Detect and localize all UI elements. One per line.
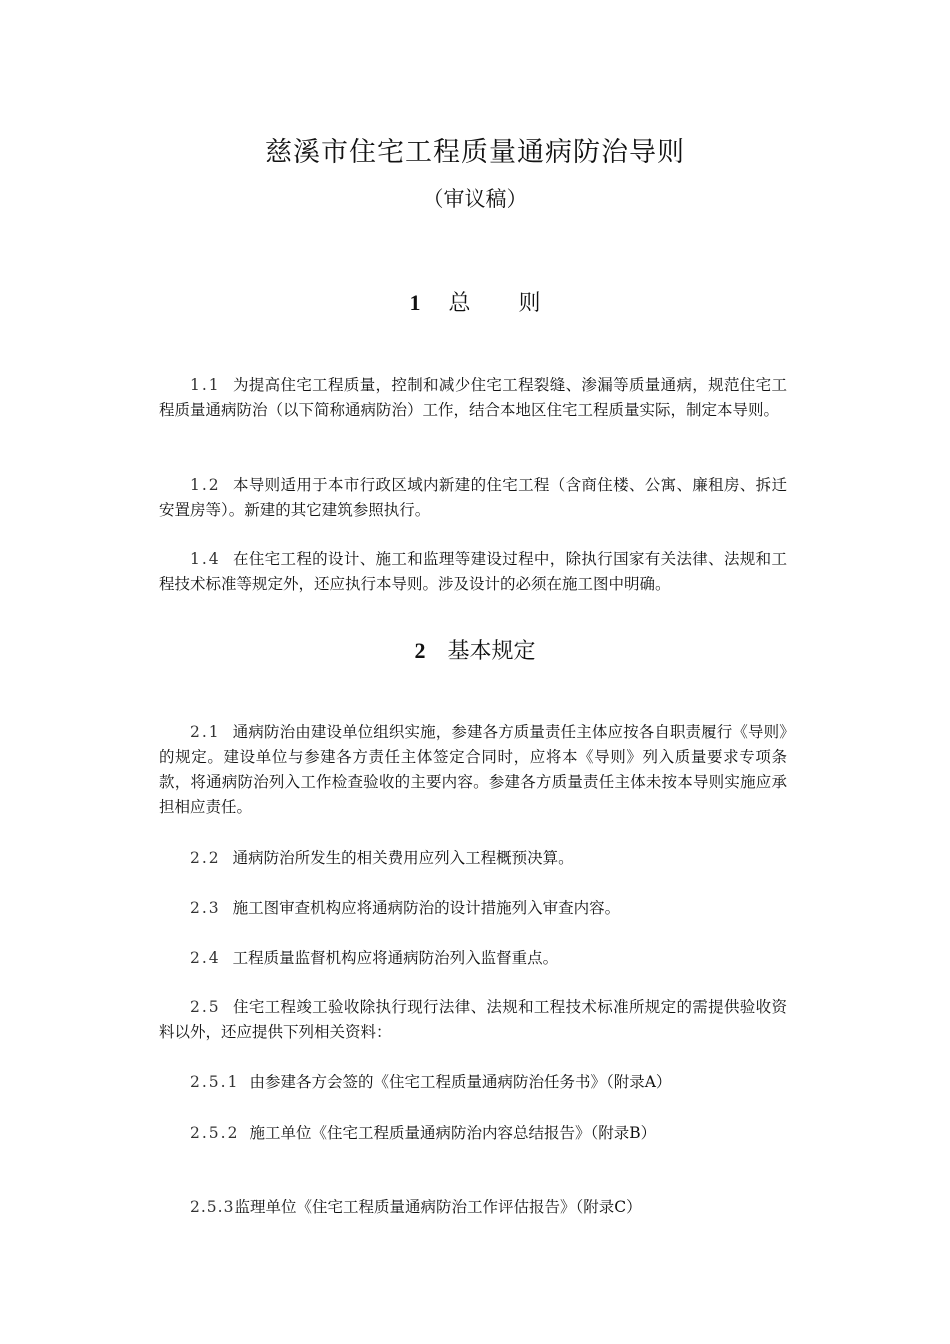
subitem-text: 监理单位《住宅工程质量通病防治工作评估报告》（附录C） xyxy=(234,1198,642,1216)
paragraph-text: 住宅工程竣工验收除执行现行法律、法规和工程技术标准所规定的需提供验收资料以外，还应提供下列相关资料： xyxy=(159,998,787,1041)
subitem-number: 2.5.2 xyxy=(190,1124,240,1142)
subitem-2-5-3 xyxy=(190,1195,790,1220)
paragraph-1-1 xyxy=(159,373,787,423)
paragraph-number: 1.2 xyxy=(190,476,221,494)
section-2-heading xyxy=(0,634,950,665)
subitem-number: 2.5.1 xyxy=(190,1073,240,1091)
paragraph-text: 施工图审查机构应将通病防治的设计措施列入审查内容。 xyxy=(232,899,621,917)
paragraph-2-1 xyxy=(159,720,787,820)
subitem-2-5-1 xyxy=(190,1070,790,1095)
paragraph-text: 在住宅工程的设计、施工和监理等建设过程中，除执行国家有关法律、法规和工程技术标准等规定外，还应执行本导则。涉及设计的必须在施工图中明确。 xyxy=(159,550,787,593)
paragraph-text: 通病防治所发生的相关费用应列入工程概预决算。 xyxy=(232,849,574,867)
paragraph-number: 2.1 xyxy=(190,723,221,741)
document-title: 慈溪市住宅工程质量通病防治导则 xyxy=(265,137,685,168)
paragraph-2-3 xyxy=(159,896,787,921)
paragraph-2-2 xyxy=(159,846,787,871)
section-heading-part: 则 xyxy=(518,291,541,316)
subitem-text: 施工单位《住宅工程质量通病防治内容总结报告》（附录B） xyxy=(249,1124,657,1142)
section-number: 2 xyxy=(414,638,426,663)
section-heading-part: 总 xyxy=(448,291,471,316)
subitem-2-5-2 xyxy=(190,1121,790,1146)
subitem-number: 2.5.3 xyxy=(190,1198,235,1216)
paragraph-2-5 xyxy=(159,995,787,1045)
paragraph-number: 2.5 xyxy=(190,998,221,1016)
paragraph-number: 2.4 xyxy=(190,949,221,967)
paragraph-1-4 xyxy=(159,547,787,597)
paragraph-text: 为提高住宅工程质量，控制和减少住宅工程裂缝、渗漏等质量通病，规范住宅工程质量通病防治（以下简称通病防治）工作，结合本地区住宅工程质量实际，制定本导则。 xyxy=(159,376,787,419)
paragraph-number: 2.2 xyxy=(190,849,221,867)
section-1-heading xyxy=(0,286,950,317)
document-subtitle: （审议稿） xyxy=(422,187,528,211)
paragraph-2-4 xyxy=(159,946,787,971)
paragraph-text: 通病防治由建设单位组织实施，参建各方质量责任主体应按各自职责履行《导则》的规定。建设单位与参建各方责任主体签定合同时，应将本《导则》列入质量要求专项条款，将通病防治列入工作检查验收的主要内容。参建各方质量责任主体未按本导则实施应承担相应责任。 xyxy=(159,723,787,816)
paragraph-number: 1.1 xyxy=(190,376,221,394)
paragraph-text: 本导则适用于本市行政区域内新建的住宅工程（含商住楼、公寓、廉租房、拆迁安置房等）。新建的其它建筑参照执行。 xyxy=(159,476,787,519)
paragraph-number: 2.3 xyxy=(190,899,221,917)
subitem-text: 由参建各方会签的《住宅工程质量通病防治任务书》（附录A） xyxy=(249,1073,672,1091)
paragraph-1-2 xyxy=(159,473,787,523)
section-heading-text: 基本规定 xyxy=(447,639,536,664)
section-number: 1 xyxy=(409,290,421,315)
paragraph-text: 工程质量监督机构应将通病防治列入监督重点。 xyxy=(232,949,559,967)
paragraph-number: 1.4 xyxy=(190,550,221,568)
